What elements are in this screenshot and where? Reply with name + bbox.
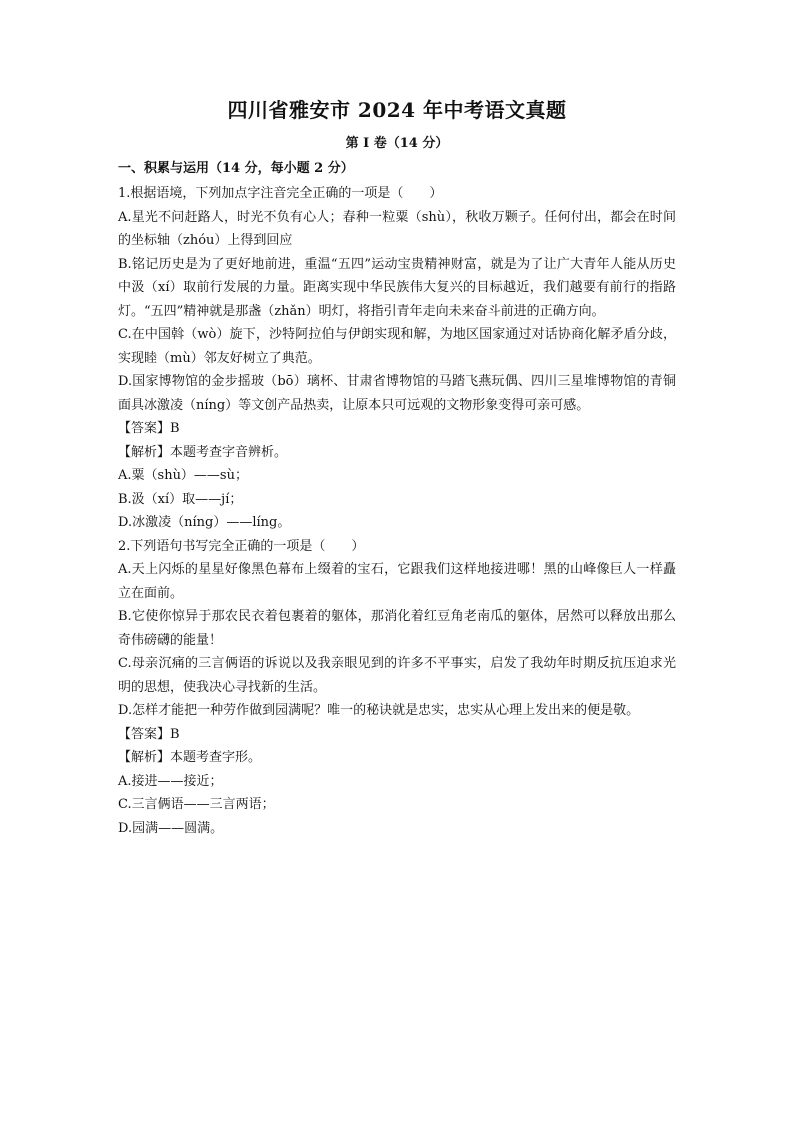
- analysis-note: A.接进——接近；: [118, 773, 223, 789]
- option-d: D.怎样才能把一种劳作做到园满呢？唯一的秘诀就是忠实，忠实从心理上发出来的便是敬。: [118, 703, 640, 718]
- question-stem: 1.根据语境，下列加点字注音完全正确的一项是（ ）: [118, 186, 443, 201]
- option-d: D.国家博物馆的金步摇玻（bō）璃杯、甘肃省博物馆的马踏飞燕玩偶、四川三星堆博物馆的青铜面具冰激凌（níng）等文创产品热卖，让原本只可远观的文物形象变得可亲可感。: [118, 374, 676, 413]
- analysis-note: A.粟（shù）——sù；: [118, 468, 248, 483]
- analysis: 【解析】本题考查字音辨析。: [118, 444, 288, 460]
- question-stem: 2.下列语句书写完全正确的一项是（ ）: [118, 538, 365, 554]
- volume-heading: 第 I 卷（14 分）: [345, 136, 449, 151]
- option-b: B.铭记历史是为了更好地前进，重温“五四”运动宝贵精神财富，就是为了让广大青年人能从历史中汲（xí）取前行发展的力量。距离实现中华民族伟大复兴的目标越近，我们越要有前行的指路灯。“五四”精神就是那盏（zhǎn）明灯，将指引青年走向未来奋斗前进的正确方向。: [118, 256, 676, 319]
- analysis-note: C.三言俩语——三言两语；: [118, 797, 275, 812]
- question-1: [118, 182, 676, 535]
- option-b: B.它使你惊异于那农民衣着包裹着的躯体，那消化着红豆角老南瓜的躯体，居然可以释放出那么奇伟磅礴的能量！: [118, 609, 676, 648]
- option-c: C.在中国斡（wò）旋下，沙特阿拉伯与伊朗实现和解，为地区国家通过对话协商化解矛盾分歧，实现睦（mù）邻友好树立了典范。: [118, 327, 676, 366]
- question-2: [118, 535, 676, 841]
- analysis-note: D.园满——圆满。: [118, 820, 224, 836]
- option-a: A.星光不问赶路人，时光不负有心人；春种一粒粟（shù），秋收万颗子。任何付出，都会在时间的坐标轴（zhóu）上得到回应: [118, 209, 676, 248]
- option-a: A.天上闪烁的星星好像黑色幕布上缀着的宝石，它跟我们这样地接进哪！黑的山峰像巨人一样矗立在面前。: [118, 562, 676, 601]
- analysis-note: D.冰激凌（níng）——líng。: [118, 515, 291, 530]
- answer: 【答案】B: [118, 726, 180, 742]
- answer: 【答案】B: [118, 421, 180, 436]
- analysis: 【解析】本题考查字形。: [118, 750, 262, 765]
- option-c: C.母亲沉痛的三言俩语的诉说以及我亲眼见到的许多不平事实，启发了我幼年时期反抗压迫求光明的思想，使我决心寻找新的生活。: [118, 656, 676, 695]
- document-title: 四川省雅安市 2024 年中考语文真题: [227, 98, 567, 122]
- analysis-note: B.汲（xí）取——jí；: [118, 491, 243, 507]
- section-heading: 一、积累与运用（14 分，每小题 2 分）: [118, 161, 354, 176]
